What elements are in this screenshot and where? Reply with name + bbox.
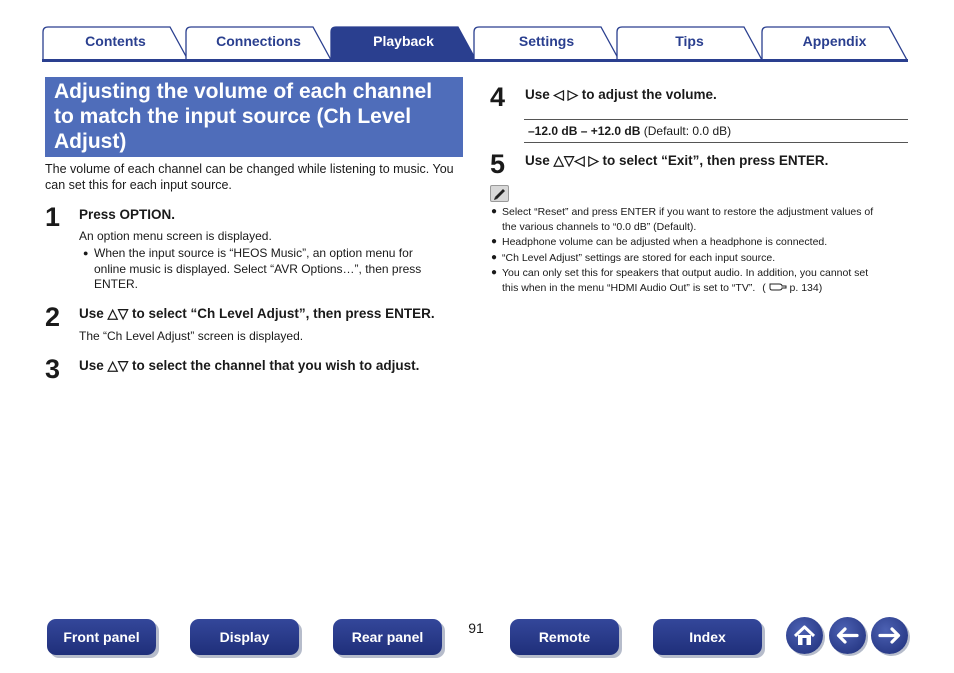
tab-tips[interactable] — [616, 26, 763, 61]
note-text: this when in the menu “HDMI Audio Out” is set to “TV”. — [502, 281, 756, 294]
tab-label: Tips — [675, 33, 704, 49]
pencil-icon — [490, 185, 509, 202]
section-heading — [45, 77, 463, 157]
tab-label: Playback — [373, 33, 434, 49]
step-number-3: 3 — [45, 354, 61, 384]
volume-range-default: (Default: 0.0 dB) — [640, 124, 732, 138]
tab-label: Settings — [518, 33, 575, 49]
note-line: Headphone volume can be adjusted when a headphone is connected. — [502, 236, 828, 248]
note-item — [491, 205, 902, 234]
remote-button[interactable]: Remote — [510, 619, 619, 655]
note-item — [491, 235, 902, 250]
note-line: Select “Reset” and press ENTER if you want to restore the adjustment values of — [502, 206, 874, 218]
forward-button[interactable] — [871, 617, 908, 654]
top-tab-bar — [42, 26, 910, 62]
step-text-2: The “Ch Level Adjust” screen is displayed. — [79, 329, 304, 343]
step-title-3: Use △▽ to select the channel that you wish to adjust. — [79, 358, 420, 373]
tab-connections[interactable] — [185, 26, 332, 61]
page-number: 91 — [468, 620, 484, 636]
note-line — [502, 281, 902, 296]
bullet-dot: ● — [491, 206, 498, 217]
note-line: You can only set this for speakers that output audio. In addition, you cannot set — [502, 267, 869, 279]
tab-label: Contents — [85, 33, 146, 49]
notes-list — [491, 205, 902, 296]
arrow-left-icon — [829, 617, 866, 654]
step-title-1: Press OPTION. — [79, 207, 176, 222]
step-1-bullet — [83, 246, 464, 293]
note-item — [491, 266, 902, 295]
rear-panel-button[interactable]: Rear panel — [333, 619, 442, 655]
index-button[interactable]: Index — [653, 619, 762, 655]
intro-line: can set this for each input source. — [45, 178, 232, 192]
ref-open-paren: ( — [762, 281, 766, 294]
tab-label: Connections — [216, 33, 301, 49]
intro-paragraph — [45, 161, 465, 193]
volume-range-value: –12.0 dB – +12.0 dB — [528, 124, 641, 138]
back-button[interactable] — [829, 617, 866, 654]
heading-line: to match the input source (Ch Level — [54, 105, 412, 128]
step-text-1: An option menu screen is displayed. — [79, 229, 272, 243]
heading-line: Adjust) — [54, 130, 127, 153]
display-button[interactable]: Display — [190, 619, 299, 655]
step-number-1: 1 — [45, 202, 61, 232]
bullet-dot: ● — [491, 236, 498, 247]
volume-range-box — [524, 119, 908, 143]
ref-page: p. 134) — [789, 281, 823, 294]
tab-contents[interactable] — [42, 26, 189, 61]
bullet-line: online music is displayed. Select “AVR Options…”, then press — [94, 261, 422, 276]
step-title-4: Use ◁ ▷ to adjust the volume. — [525, 87, 717, 102]
step-number-2: 2 — [45, 302, 61, 332]
bullet-dot: ● — [491, 251, 498, 263]
tab-label: Appendix — [802, 33, 867, 49]
pointing-hand-icon — [769, 282, 787, 292]
home-button[interactable] — [786, 617, 823, 654]
step-title-5: Use △▽◁ ▷ to select “Exit”, then press ENTER. — [525, 153, 829, 168]
tab-playback[interactable] — [330, 26, 477, 61]
home-icon — [786, 617, 823, 654]
front-panel-button[interactable]: Front panel — [47, 619, 156, 655]
intro-line: The volume of each channel can be changed while listening to music. You — [45, 162, 454, 176]
note-line: the various channels to “0.0 dB” (Default). — [502, 220, 697, 233]
bullet-dot: ● — [491, 267, 498, 278]
note-line: “Ch Level Adjust” settings are stored for each input source. — [502, 251, 776, 264]
tab-appendix[interactable] — [761, 26, 908, 61]
tab-settings[interactable] — [473, 26, 620, 61]
bullet-line: ENTER. — [94, 277, 139, 291]
heading-line: Adjusting the volume of each channel — [54, 80, 433, 103]
page-reference-link[interactable] — [762, 282, 822, 294]
step-title-2: Use △▽ to select “Ch Level Adjust”, then press ENTER. — [79, 306, 435, 321]
tab-underline — [42, 59, 908, 62]
step-number-5: 5 — [490, 149, 506, 179]
note-item — [491, 251, 902, 266]
bullet-line: When the input source is “HEOS Music”, an option menu for — [94, 246, 413, 260]
bullet-dot: ● — [83, 248, 89, 258]
step-number-4: 4 — [490, 82, 506, 112]
arrow-right-icon — [871, 617, 908, 654]
